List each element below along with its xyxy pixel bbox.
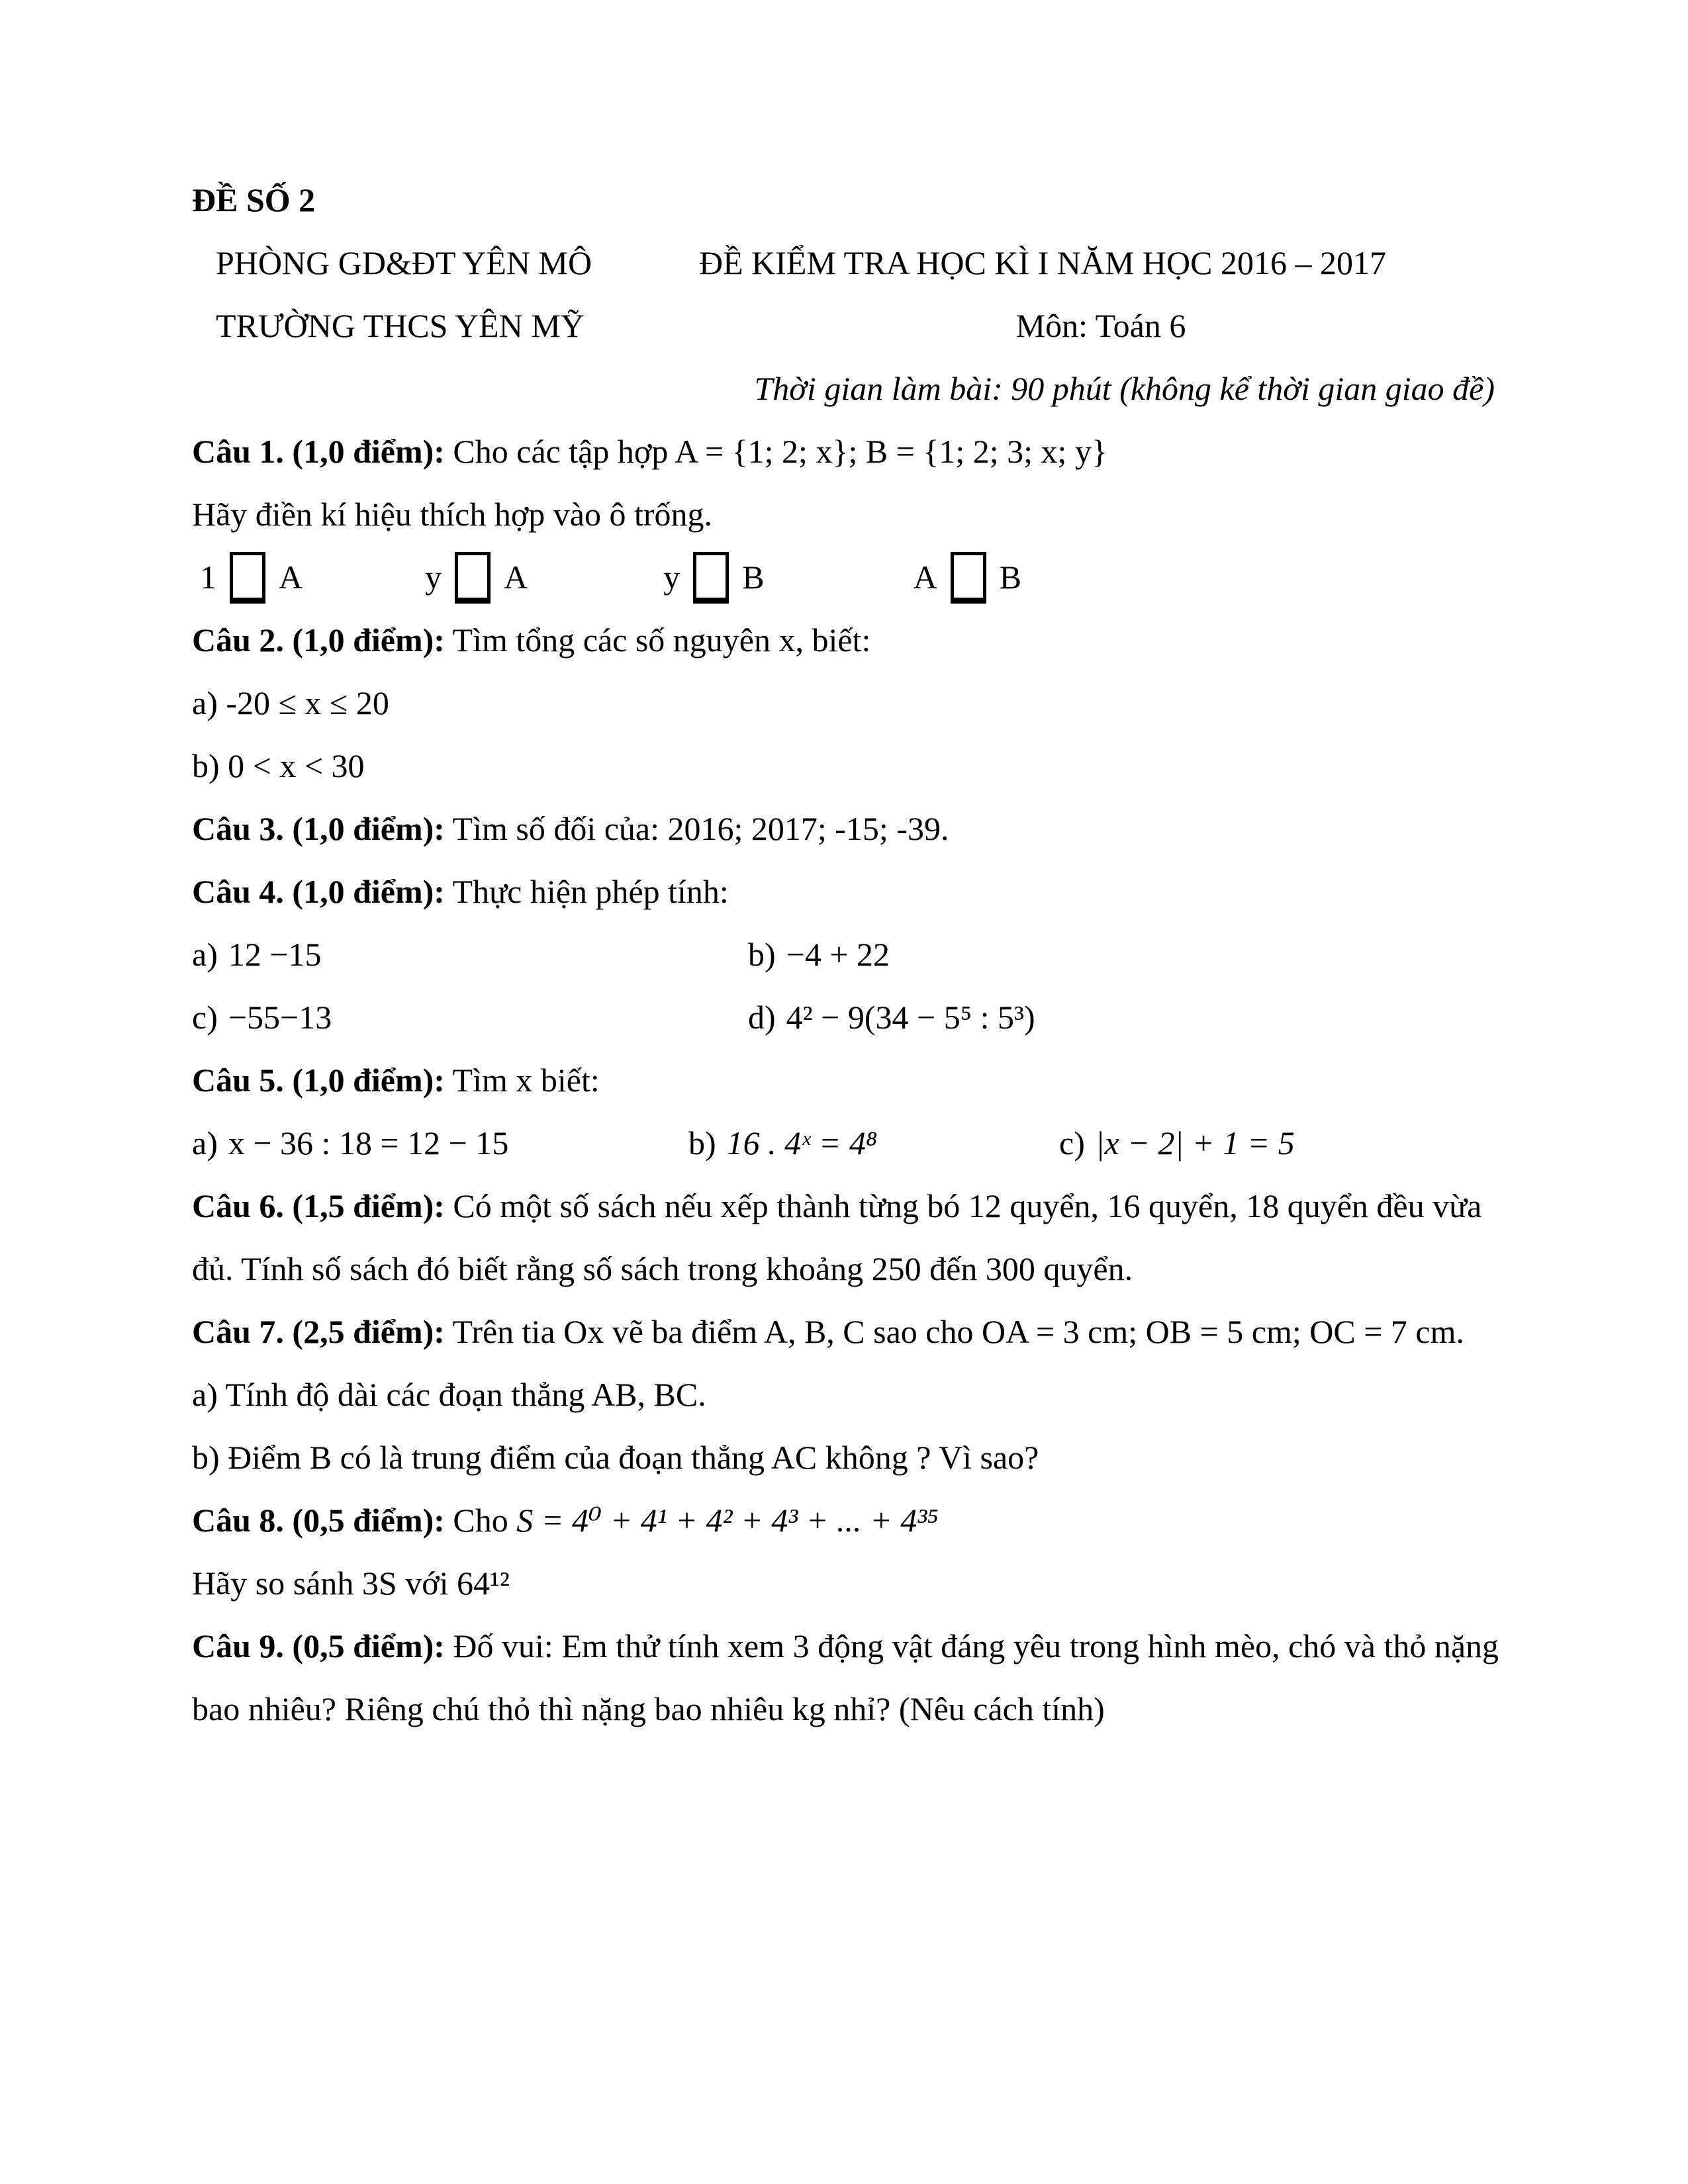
question-4-label: Câu 4. (1,0 điểm): (192, 873, 445, 910)
question-5 (192, 1049, 1503, 1112)
blank-pair-4-left: A (913, 559, 937, 596)
item-prefix: b) (748, 936, 776, 973)
question-5-label: Câu 5. (1,0 điểm): (192, 1062, 445, 1099)
question-5-row (192, 1112, 1503, 1175)
item-prefix: c) (1059, 1124, 1085, 1161)
question-1-label: Câu 1. (1,0 điểm): (192, 433, 445, 470)
question-3-text: Tìm số đối của: 2016; 2017; -15; -39. (452, 810, 949, 847)
blank-pair-1-left: 1 (200, 559, 216, 596)
question-5-item-c (1059, 1112, 1503, 1175)
question-2-item-b (192, 735, 1503, 797)
question-7-item-b (192, 1426, 1503, 1489)
blank-pair-1-right: A (279, 559, 303, 596)
page-title: ĐỀ SỐ 2 (192, 181, 316, 218)
question-9-label: Câu 9. (0,5 điểm): (192, 1627, 445, 1664)
blank-pair-2-right: A (504, 559, 528, 596)
item-prefix: b) (192, 1439, 220, 1476)
question-2 (192, 609, 1503, 672)
question-8-line2: Hãy so sánh 3S với 64¹² (192, 1565, 510, 1602)
question-5-item-a (192, 1112, 688, 1175)
org-name-line2: TRƯỜNG THCS YÊN MỸ (216, 307, 585, 344)
question-8 (192, 1489, 1503, 1552)
question-9-text: Đố vui: Em thử tính xem 3 động vật đáng yêu trong hình mèo, chó và thỏ nặng bao nhiêu? Riêng chú thỏ thì nặng bao nhiêu kg nhỉ? (Nêu cách tính) (192, 1627, 1499, 1727)
question-6-label: Câu 6. (1,5 điểm): (192, 1187, 445, 1224)
question-4-item-c (192, 986, 748, 1049)
blank-box-icon (230, 552, 265, 604)
question-1 (192, 420, 1503, 483)
blank-pair-1 (200, 546, 303, 609)
item-prefix: a) (192, 684, 218, 721)
exam-subject: Môn: Toán 6 (1015, 307, 1186, 344)
question-7-text: Trên tia Ox vẽ ba điểm A, B, C sao cho OA = 3 cm; OB = 5 cm; OC = 7 cm. (452, 1313, 1464, 1350)
question-5-text: Tìm x biết: (452, 1062, 600, 1099)
item-prefix: a) (192, 936, 218, 973)
question-4-row-1 (192, 923, 1503, 986)
question-5-item-b (688, 1112, 1059, 1175)
item-formula: -20 ≤ x ≤ 20 (226, 684, 389, 721)
item-formula: 16 . 4ˣ = 4⁸ (726, 1124, 878, 1161)
item-formula: 0 < x < 30 (228, 747, 365, 784)
header-row-2 (192, 295, 1503, 357)
header-row-1 (192, 232, 1503, 295)
question-4-item-d (748, 986, 1503, 1049)
blank-pair-3-right: B (742, 559, 765, 596)
question-3-label: Câu 3. (1,0 điểm): (192, 810, 445, 847)
question-3 (192, 797, 1503, 860)
blank-pair-2-left: y (425, 559, 442, 596)
item-prefix: b) (192, 747, 220, 784)
question-1-instruction: Hãy điền kí hiệu thích hợp vào ô trống. (192, 496, 713, 533)
item-formula: |x − 2| + 1 = 5 (1095, 1124, 1295, 1161)
blank-pair-3-left: y (663, 559, 680, 596)
blank-box-icon (455, 552, 491, 604)
question-8-label: Câu 8. (0,5 điểm): (192, 1502, 445, 1539)
question-4-item-b (748, 923, 1503, 986)
question-1-blank-row (192, 546, 1503, 609)
question-2-item-a (192, 672, 1503, 735)
question-1-text: Cho các tập hợp A = {1; 2; x}; B = {1; 2; 3; x; y} (453, 433, 1107, 470)
question-4-text: Thực hiện phép tính: (452, 873, 729, 910)
exam-title: ĐỀ KIỂM TRA HỌC KÌ I NĂM HỌC 2016 – 2017 (699, 244, 1386, 281)
question-4 (192, 860, 1503, 923)
blank-pair-4 (914, 546, 1021, 609)
question-7 (192, 1300, 1503, 1363)
blank-box-icon (693, 552, 729, 604)
question-9 (192, 1615, 1503, 1741)
item-text: Điểm B có là trung điểm của đoạn thẳng AC không ? Vì sao? (228, 1439, 1039, 1476)
item-prefix: b) (688, 1124, 716, 1161)
question-2-label: Câu 2. (1,0 điểm): (192, 621, 445, 659)
blank-pair-2 (425, 546, 528, 609)
item-formula: −4 + 22 (786, 936, 890, 973)
question-4-row-2 (192, 986, 1503, 1049)
item-formula: −55−13 (228, 999, 332, 1036)
item-text: Tính độ dài các đoạn thẳng AB, BC. (225, 1376, 706, 1413)
question-2-text: Tìm tổng các số nguyên x, biết: (452, 621, 871, 659)
item-prefix: d) (748, 999, 776, 1036)
item-prefix: a) (192, 1376, 218, 1413)
item-prefix: a) (192, 1124, 218, 1161)
item-prefix: c) (192, 999, 218, 1036)
question-4-item-a (192, 923, 748, 986)
item-formula: 12 −15 (228, 936, 322, 973)
item-formula: x − 36 : 18 = 12 − 15 (228, 1124, 509, 1161)
blank-box-icon (951, 552, 986, 604)
org-name-line1: PHÒNG GD&ĐT YÊN MÔ (216, 244, 592, 281)
question-7-label: Câu 7. (2,5 điểm): (192, 1313, 445, 1350)
question-8-intro: Cho (453, 1502, 508, 1539)
blank-pair-3 (663, 546, 764, 609)
item-formula: 4² − 9(34 − 5⁵ : 5³) (786, 999, 1035, 1036)
question-8-formula: S = 4⁰ + 4¹ + 4² + 4³ + ... + 4³⁵ (516, 1502, 939, 1539)
exam-time-note: Thời gian làm bài: 90 phút (không kể thời gian giao đề) (754, 370, 1495, 407)
question-6-text: Có một số sách nếu xếp thành từng bó 12 quyển, 16 quyển, 18 quyển đều vừa đủ. Tính số sách đó biết rằng số sách trong khoảng 250 đến 300 quyển. (192, 1187, 1482, 1287)
blank-pair-4-right: B (999, 559, 1022, 596)
question-7-item-a (192, 1363, 1503, 1426)
question-6 (192, 1175, 1503, 1300)
